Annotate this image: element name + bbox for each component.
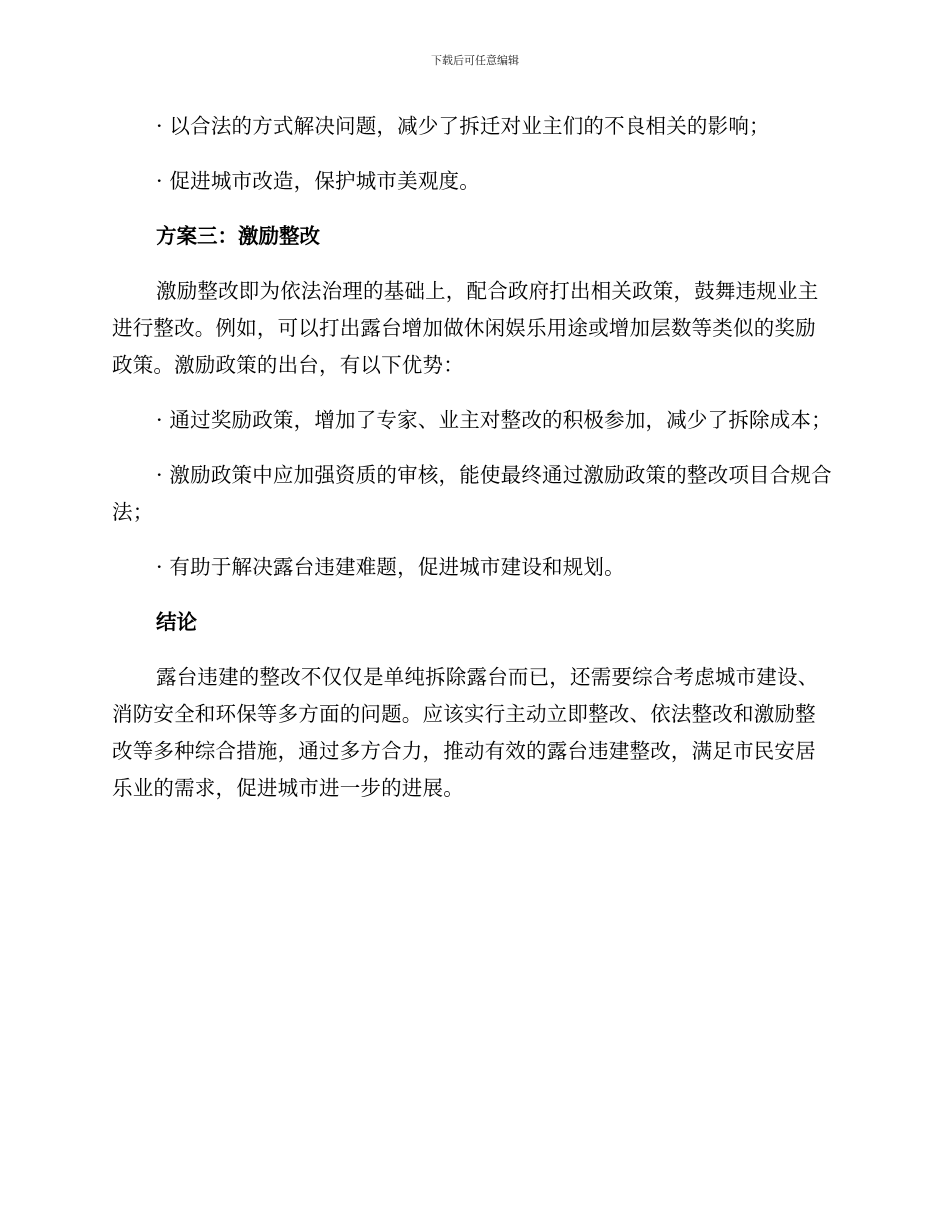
page-header: 下载后可任意编辑 [431,54,519,67]
bullet-solve-problem: · 有助于解决露台违建难题，促进城市建设和规划。 [156,555,625,579]
paragraph-conclusion: 露台违建的整改不仅仅是单纯拆除露台而已，还需要综合考虑城市建设、消防安全和环保等多方面的问题。应该实行主动立即整改、依法整改和激励整改等多种综合措施，通过多方合力，推动有效的露台违建整改，满足市民安居乐业的需求，促进城市进一步的进展。 [112,665,819,800]
bullet-qualification-review: · 激励政策中应加强资质的审核，能使最终通过激励政策的整改项目合规合法； [112,463,832,524]
bullet-legal-approach: · 以合法的方式解决问题，减少了拆迁对业主们的不良相关的影响； [156,114,770,138]
document-body [112,108,832,825]
paragraph-incentive-rectification: 激励整改即为依法治理的基础上，配合政府打出相关政策，鼓舞违规业主进行整改。例如，可以打出露台增加做休闲娱乐用途或增加层数等类似的奖励政策。激励政策的出台，有以下优势： [112,279,819,377]
bullet-reward-policy: · 通过奖励政策，增加了专家、业主对整改的积极参加，减少了拆除成本； [156,408,832,432]
section-heading-conclusion: 结论 [156,610,197,634]
section-heading-plan-three: 方案三：激励整改 [156,224,320,248]
bullet-city-renovation: · 促进城市改造，保护城市美观度。 [156,169,480,193]
